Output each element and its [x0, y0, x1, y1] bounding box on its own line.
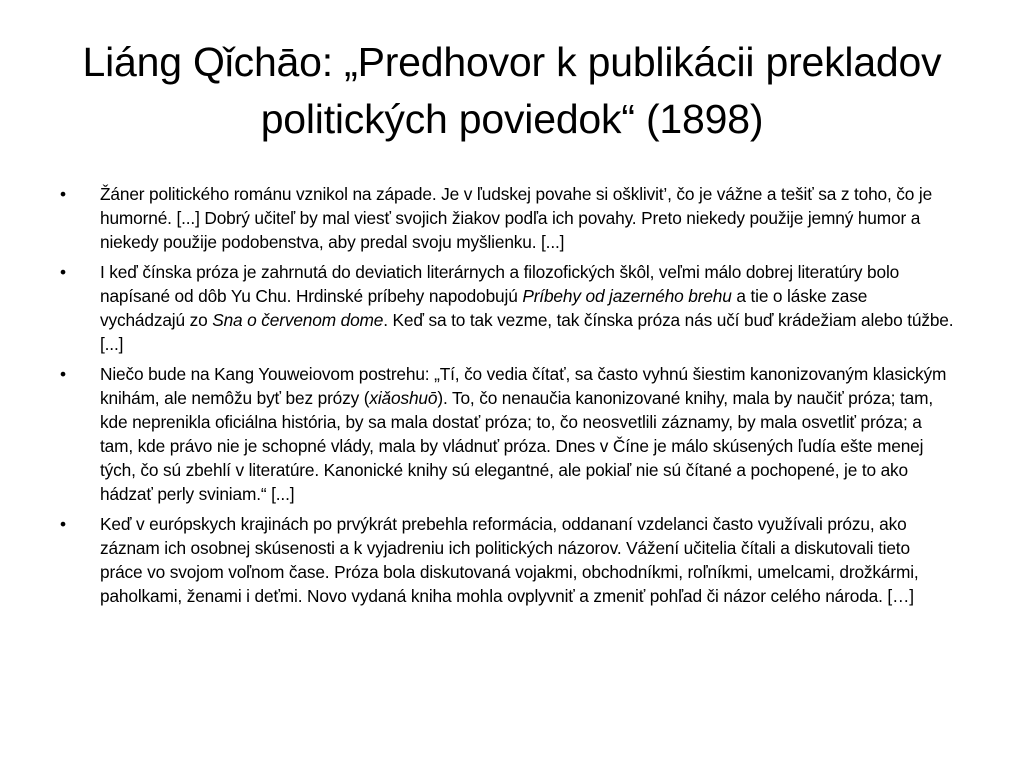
bullet-text: [100, 262, 953, 354]
bullet-text-segment: Keď v európskych krajinách po prvýkrát prebehla reformácia, oddananí vzdelanci často využívali prózu, ako záznam ich osobnej skúsenosti a k vyjadreniu ich politických názorov. Vážení učitelia čítali a diskutovali tieto práce vo svojom voľnom čase. Próza bola diskutovaná vojakmi, obchodníkmi, roľníkmi, umelcami, drožkármi, paholkami, ženami i deťmi. Novo vydaná kniha mohla ovplyvniť a zmeniť pohľad či názor celého národa. […]: [100, 514, 919, 606]
bullet-item: [60, 362, 955, 506]
bullet-text-segment: . Keď sa to tak vezme, tak čínska próza nás učí buď krádežiam alebo túžbe. [...]: [100, 310, 954, 354]
slide-title: Liáng Qǐchāo: „Predhovor k publikácii prekladov politických poviedok“ (1898): [82, 39, 942, 142]
bullet-text-segment: ). To, čo nenaučia kanonizované knihy, mala by naučiť próza; tam, kde neprenikla oficiálna história, by sa mala dostať próza; to, čo neosvetlili záznamy, by mala osvetliť próza; a tam, kde právo nie je schopné vlády, mala by vládnuť próza. Dnes v Číne je málo skúsených ľudía ešte menej tých, čo sú zbehlí v literatúre. Kanonické knihy sú elegantné, ale pokiaľ nie sú čítané a pochopené, je to ako hádzať perly sviniam.“ [...]: [100, 388, 933, 504]
bullet-icon: •: [60, 364, 66, 384]
bullet-icon: •: [60, 184, 66, 204]
bullet-icon: •: [60, 262, 66, 282]
term: xiǎoshuō: [369, 388, 438, 408]
bullet-item: [60, 182, 955, 254]
slide-body: [60, 182, 955, 614]
bullet-item: [60, 260, 955, 356]
bullet-text: [100, 364, 946, 504]
bullet-item: [60, 512, 955, 608]
book-title: Sna o červenom dome: [212, 310, 384, 330]
bullet-text-segment: I keď čínska próza je zahrnutá do deviatich literárnych a filozofických škôl, veľmi málo dobrej literatúry bolo napísané od dôb Yu Chu. Hrdinské príbehy napodobujú: [100, 262, 900, 306]
bullet-text-segment: Žáner politického románu vznikol na západe. Je v ľudskej povahe si ošklivit’, čo je vážne a tešiť sa z toho, čo je humorné. [...] Dobrý učiteľ by mal viesť svojich žiakov podľa ich povahy. Preto niekedy použije jemný humor a niekedy použije podobenstva, aby predal svoju myšlienku. [...]: [100, 184, 933, 252]
bullet-icon: •: [60, 514, 66, 534]
bullet-list: [60, 182, 955, 608]
bullet-text: [100, 184, 932, 252]
bullet-text-segment: a tie o láske zase vychádzajú zo: [100, 286, 868, 330]
bullet-text: [100, 514, 919, 606]
bullet-text-segment: Niečo bude na Kang Youweiovom postrehu: „Tí, čo vedia čítať, sa často vyhnú šiestim kanonizovaným klasickým knihám, ale nemôžu byť bez prózy (: [100, 364, 947, 408]
book-title: Príbehy od jazerného brehu: [522, 286, 732, 306]
